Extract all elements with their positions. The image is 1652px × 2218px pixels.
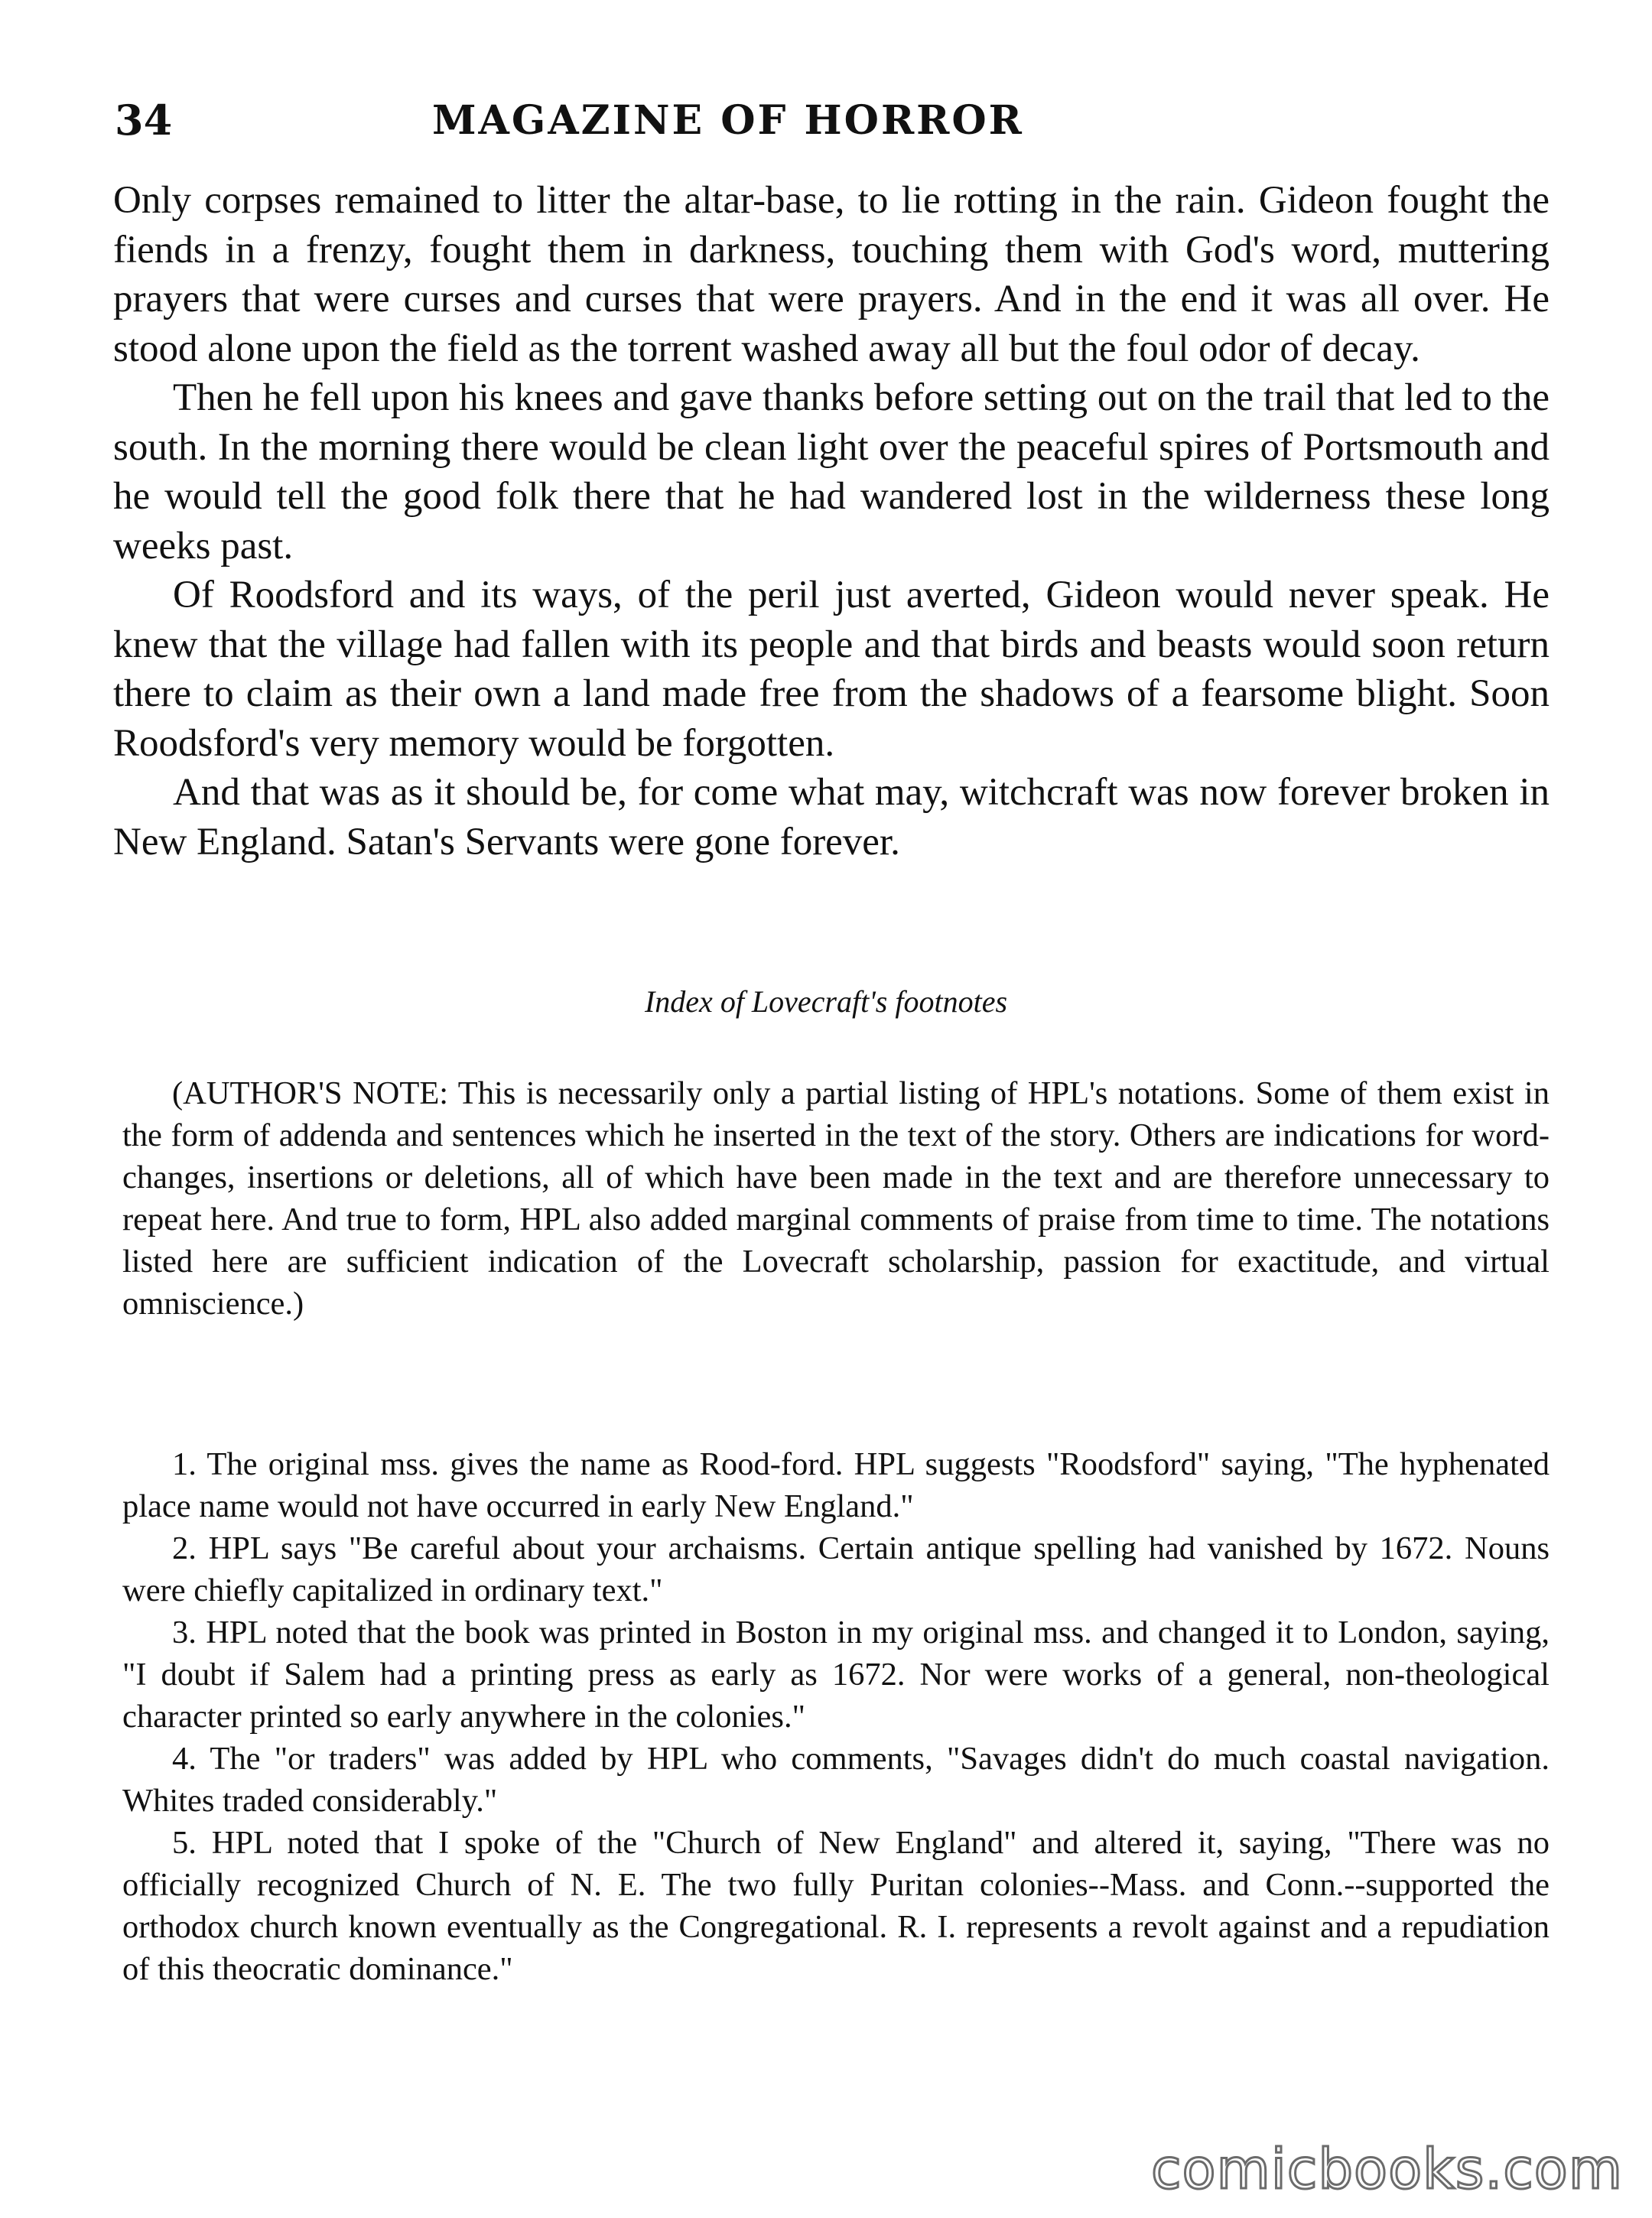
magazine-title: MAGAZINE OF HORROR [432,97,1024,144]
author-note [122,1072,1550,1325]
footnote-item: 5. HPL noted that I spoke of the "Church of New England" and altered it, saying, "There was no officially recognized Church of N. E. The two fully Puritan colonies--Mass. and Conn.--supported the orthodox church known eventually as the Congregational. R. I. represents a revolt against and a repudiation of this theocratic dominance." [122,1825,1550,1987]
index-title: Index of Lovecraft's footnotes [644,984,1008,1019]
page-number: 34 [115,96,173,145]
story-paragraph: And that was as it should be, for come what may, witchcraft was now forever broken in New England. Satan's Servants were gone forever. [113,771,1550,863]
watermark-logo: comicbooks.com [1150,2137,1623,2201]
author-note-text: (AUTHOR'S NOTE: This is necessarily only a partial listing of HPL's notations. Some of them exist in the form of addenda and sentences which he inserted in the text of the story. Others are indications for word-changes, insertions or deletions, all of which have been made in the text and are therefore unnecessary to repeat here. And true to form, HPL also added marginal comments of praise from time to time. The notations listed here are sufficient indication of the Lovecraft scholarship, passion for exactitude, and virtual omniscience.) [122,1075,1550,1322]
footnote-item: 4. The "or traders" was added by HPL who comments, "Savages didn't do much coastal navigation. Whites traded considerably." [122,1741,1550,1819]
footnote-list [122,1443,1550,1990]
story-paragraph: Then he fell upon his knees and gave thanks before setting out on the trail that led to the south. In the morning there would be clean light over the peaceful spires of Portsmouth and he would tell the good folk there that he had wandered lost in the wilderness these long weeks past. [113,376,1550,568]
story-paragraph: Only corpses remained to litter the altar-base, to lie rotting in the rain. Gideon fought the fiends in a frenzy, fought them in darkness, touching them with God's word, muttering prayers that were curses and curses that were prayers. And in the end it was all over. He stood alone upon the field as the torrent washed away all but the foul odor of decay. [113,179,1550,370]
story-text [113,176,1550,867]
footnote-item: 2. HPL says "Be careful about your archaisms. Certain antique spelling had vanished by 1672. Nouns were chiefly capitalized in ordinary text." [122,1530,1550,1608]
story-paragraph: Of Roodsford and its ways, of the peril just averted, Gideon would never speak. He knew that the village had fallen with its people and that birds and beasts would soon return there to claim as their own a land made free from the shadows of a fearsome blight. Soon Roodsford's very memory would be forgotten. [113,574,1550,765]
footnote-item: 1. The original mss. gives the name as Rood-ford. HPL suggests "Roodsford" saying, "The hyphenated place name would not have occurred in early New England." [122,1446,1550,1524]
footnote-item: 3. HPL noted that the book was printed in Boston in my original mss. and changed it to London, saying, "I doubt if Salem had a printing press as early as 1672. Nor were works of a general, non-theological character printed so early anywhere in the colonies." [122,1615,1550,1735]
